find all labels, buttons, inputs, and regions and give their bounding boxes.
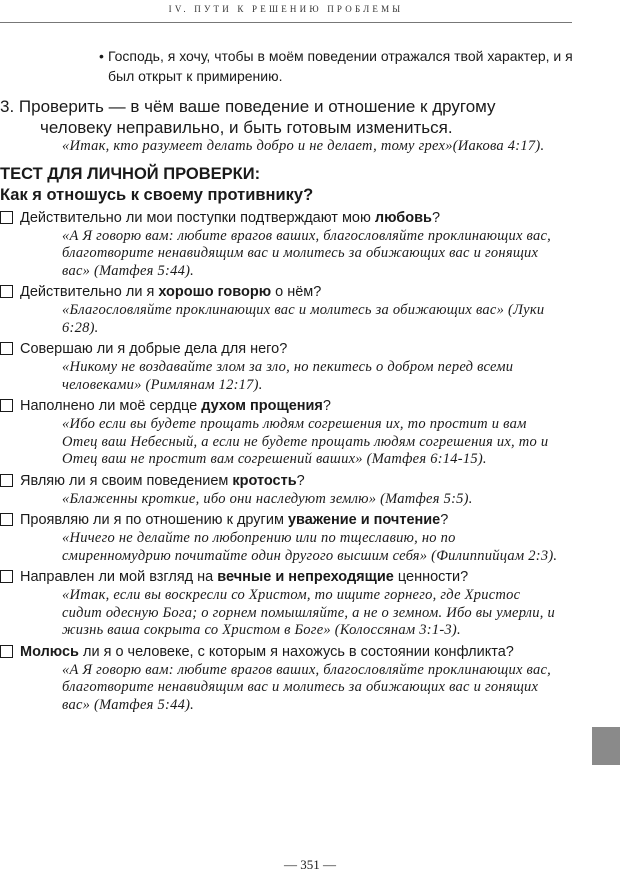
prayer-bullet [99,46,576,86]
bullet-mark: • [99,48,104,64]
checkbox-icon [0,399,13,412]
question-text-end: ценности? [393,569,469,585]
question-text: Направлен ли мой взгляд на [20,569,218,585]
question-keyword: хорошо говорю [158,284,272,300]
question-text-end: ? [431,209,441,226]
question-text-end: ? [296,472,305,489]
question-item [0,397,588,469]
question-text-end: ли я о человеке, с которым я нахожусь в состоянии конфликта? [78,643,514,660]
scripture-quote: «А Я говорю вам: любите врагов ваших, благословляйте проклинающих вас, благотворите ненавидящим вас и молитесь за обижающих вас и гонящих вас» (Матфея 5:44). [62,661,552,713]
question-keyword: Молюсь [20,643,79,660]
scripture-quote: «Ничего не делайте по любопрению или по тщеславию, но по смиренномудрию почитайте один другого высшим себя» (Филиппийцам 2:3). [62,530,558,564]
scripture-quote: «Ибо если вы будете прощать людям согрешения их, то простит и вам Отец ваш Небесный, а если не будете прощать людям согрешения их, то и Отец ваш не простит вам согрешений ваших» (Матфея 6:14-15). [62,416,549,467]
numbered-item-3: 3. Проверить — в чём ваше поведение и отношение к другому человеку неправильно, и быть готовым измениться. [0,97,496,137]
scripture-quote: «А Я говорю вам: любите врагов ваших, благословляйте проклинающих вас, благотворите ненавидящим вас и молитесь за обижающих вас и гонящих вас» (Матфея 5:44). [62,227,552,279]
question-text-end: о нём? [271,284,322,300]
header-divider [0,22,572,23]
checkbox-icon [0,342,13,355]
checkbox-icon [0,570,13,583]
checkbox-icon [0,513,13,526]
question-text: Совершаю ли я добрые дела для него? [20,341,288,357]
question-text: Наполнено ли моё сердце [20,398,202,414]
scripture-quote: «Блаженны кроткие, ибо они наследуют землю» (Матфея 5:5). [62,490,473,507]
question-text-end: ? [440,512,449,528]
question-keyword: кротость [232,472,297,489]
scripture-quote: «Благословляйте проклинающих вас и молитесь за обижающих вас» (Луки 6:28). [62,302,545,336]
test-heading: ТЕСТ ДЛЯ ЛИЧНОЙ ПРОВЕРКИ: [0,164,261,183]
question-item [0,283,588,337]
question-text: Проявляю ли я по отношению к другим [20,512,288,528]
scripture-quote: «Никому не воздавайте злом за зло, но пекитесь о добром перед всеми человеками» (Римлянам 12:17). [62,359,514,393]
question-text: Действительно ли мои поступки подтверждают мою [20,209,375,226]
question-keyword: любовь [374,209,432,226]
checkbox-icon [0,285,13,298]
question-item [0,340,588,394]
page-body [0,46,588,714]
question-item [0,209,588,281]
running-header: IV. ПУТИ К РЕШЕНИЮ ПРОБЛЕМЫ [168,4,404,14]
question-keyword: духом прощения [201,398,323,414]
test-subheading: Как я отношусь к своему противнику? [0,185,314,204]
page-number: — 351 — [284,857,336,872]
question-item [0,472,588,509]
checkbox-icon [0,645,13,658]
question-keyword: уважение и почтение [287,512,441,528]
question-item [0,511,588,565]
question-text-end: ? [322,398,331,414]
checkbox-icon [0,474,13,487]
question-text: Являю ли я своим поведением [20,472,233,489]
question-text: Действительно ли я [20,284,159,300]
question-item [0,568,588,640]
question-item [0,643,588,715]
question-keyword: вечные и непреходящие [217,569,394,585]
scripture-quote: «Итак, если вы воскресли со Христом, то ищите горнего, где Христос сидит одесную Бога; о горнем помышляйте, а не о земном. Ибо вы умерли, и жизнь ваша сокрыта со Христом в Боге» (Колоссянам 3:1-3). [62,587,555,638]
item3-scripture-quote: «Итак, кто разумеет делать добро и не делает, тому грех»(Иакова 4:17). [62,138,545,154]
bullet-text: Господь, я хочу, чтобы в моём поведении отражался твой характер, и я был открыт к примирению. [108,48,573,84]
question-list [0,209,588,715]
chapter-thumb-tab [592,727,620,765]
checkbox-icon [0,211,13,224]
